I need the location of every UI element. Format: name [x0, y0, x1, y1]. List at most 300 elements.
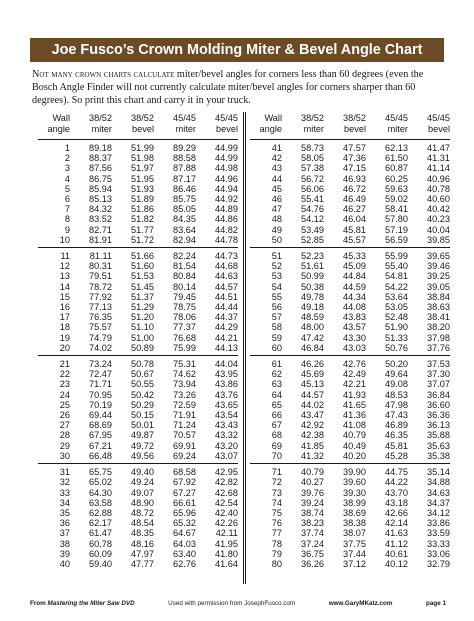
- angle-value-cell: 38.23: [301, 518, 324, 529]
- angle-value-cell: 47.36: [343, 153, 366, 164]
- angle-value-cell: 51.95: [131, 173, 154, 184]
- angle-value-cell: 63.58: [89, 497, 112, 508]
- wall-angle-cell: 16: [59, 302, 70, 313]
- angle-value-cell: 77.13: [89, 302, 112, 313]
- table-row: [250, 248, 450, 262]
- angle-value-cell: 57.38: [301, 163, 324, 174]
- wall-angle-cell: 23: [59, 379, 70, 390]
- angle-value-cell: 43.47: [301, 410, 324, 421]
- angle-value-cell: 40.78: [427, 183, 450, 194]
- angle-value-cell: 57.80: [385, 214, 408, 225]
- table-row: [250, 174, 450, 184]
- angle-value-cell: 42.76: [343, 359, 366, 370]
- angle-value-cell: 48.72: [131, 507, 154, 518]
- angle-value-cell: 38.07: [343, 528, 366, 539]
- angle-value-cell: 34.63: [427, 487, 450, 498]
- angle-value-cell: 41.80: [215, 548, 238, 559]
- table-row: [250, 282, 450, 292]
- table-row: [38, 549, 238, 559]
- angle-value-cell: 44.99: [215, 143, 238, 153]
- angle-value-cell: 48.35: [131, 528, 154, 539]
- angle-value-cell: 64.03: [173, 538, 196, 549]
- angle-value-cell: 39.25: [427, 271, 450, 282]
- wall-angle-cell: 46: [271, 194, 282, 205]
- intro-smallcaps: Not many crown charts calculate: [32, 69, 175, 80]
- table-row: [250, 451, 450, 464]
- angle-value-cell: 39.30: [343, 487, 366, 498]
- angle-value-cell: 47.15: [343, 163, 366, 174]
- angle-value-cell: 52.85: [282, 235, 324, 248]
- table-row: [38, 302, 238, 312]
- header-line: bevel: [344, 123, 366, 134]
- angle-value-cell: 45.81: [385, 440, 408, 451]
- angle-value-cell: 47.42: [301, 332, 324, 343]
- angle-value-cell: 71.24: [173, 420, 196, 431]
- angle-value-cell: 49.18: [301, 302, 324, 313]
- angle-value-cell: 44.57: [301, 389, 324, 400]
- angle-value-cell: 69.91: [173, 440, 196, 451]
- table-row: [250, 225, 450, 235]
- angle-value-cell: 44.94: [215, 183, 238, 194]
- angle-value-cell: 87.17: [173, 173, 196, 184]
- angle-value-cell: 46.04: [343, 214, 366, 225]
- angle-value-cell: 42.68: [215, 487, 238, 498]
- angle-value-cell: 55.99: [385, 251, 408, 262]
- angle-value-cell: 50.89: [112, 343, 154, 356]
- angle-value-cell: 75.57: [89, 322, 112, 333]
- angle-value-cell: 43.86: [215, 379, 238, 390]
- wall-angle-cell: 53: [271, 271, 282, 282]
- angle-value-cell: 45.28: [366, 451, 408, 464]
- angle-value-cell: 47.97: [131, 548, 154, 559]
- angle-value-cell: 64.30: [89, 487, 112, 498]
- angle-value-cell: 50.29: [131, 399, 154, 410]
- angle-value-cell: 41.64: [215, 558, 238, 569]
- wall-angle-cell: 22: [59, 369, 70, 380]
- table-row: [38, 312, 238, 322]
- angle-value-cell: 58.73: [301, 143, 324, 153]
- table-row: [250, 184, 450, 194]
- angle-value-cell: 51.98: [131, 153, 154, 164]
- angle-value-cell: 74.79: [89, 332, 112, 343]
- wall-angle-cell: 26: [59, 410, 70, 421]
- wall-angle-cell: 33: [59, 487, 70, 498]
- angle-value-cell: 49.87: [131, 430, 154, 441]
- wall-angle-cell: 76: [271, 518, 282, 529]
- table-row: [250, 559, 450, 569]
- angle-value-cell: 47.77: [131, 558, 154, 569]
- angle-value-cell: 52.23: [301, 251, 324, 262]
- page-title: Joe Fusco’s Crown Molding Miter & Bevel Angle Chart: [51, 42, 423, 58]
- angle-value-cell: 44.34: [343, 291, 366, 302]
- table-row: [38, 369, 238, 379]
- header-line: miter: [91, 123, 112, 134]
- angle-value-cell: 47.98: [385, 399, 408, 410]
- angle-value-cell: 43.32: [215, 430, 238, 441]
- angle-value-cell: 44.59: [343, 281, 366, 292]
- table-row: [250, 163, 450, 173]
- angle-value-cell: 75.31: [173, 359, 196, 370]
- angle-value-cell: 85.05: [173, 204, 196, 215]
- angle-value-cell: 44.86: [215, 214, 238, 225]
- header-line: 45/45: [173, 113, 196, 123]
- wall-angle-cell: 54: [271, 281, 282, 292]
- angle-value-cell: 40.04: [427, 224, 450, 235]
- wall-angle-cell: 73: [271, 487, 282, 498]
- footer: [30, 600, 446, 607]
- wall-angle-cell: 41: [271, 143, 282, 153]
- angle-value-cell: 37.12: [343, 558, 366, 569]
- angle-value-cell: 44.82: [215, 224, 238, 235]
- table-row: [38, 508, 238, 518]
- angle-value-cell: 41.12: [385, 538, 408, 549]
- angle-value-cell: 72.47: [89, 369, 112, 380]
- angle-value-cell: 42.66: [385, 507, 408, 518]
- angle-value-cell: 33.59: [427, 528, 450, 539]
- table-row: [250, 379, 450, 389]
- angle-value-cell: 67.92: [173, 477, 196, 488]
- wall-angle-cell: 78: [271, 538, 282, 549]
- angle-value-cell: 46.35: [385, 430, 408, 441]
- angle-value-cell: 46.27: [343, 204, 366, 215]
- angle-value-cell: 70.95: [89, 389, 112, 400]
- column-header: [408, 113, 450, 140]
- angle-value-cell: 41.47: [427, 143, 450, 153]
- header-line: 38/52: [343, 113, 366, 123]
- angle-value-cell: 40.96: [427, 173, 450, 184]
- angle-value-cell: 41.32: [282, 451, 324, 464]
- angle-value-cell: 65.32: [173, 518, 196, 529]
- angle-value-cell: 38.84: [427, 291, 450, 302]
- table-row: [38, 518, 238, 528]
- angle-value-cell: 37.44: [343, 548, 366, 559]
- table-row: [38, 477, 238, 487]
- table-row: [250, 420, 450, 430]
- angle-value-cell: 65.96: [173, 507, 196, 518]
- angle-value-cell: 67.21: [89, 440, 112, 451]
- wall-angle-cell: 59: [271, 332, 282, 343]
- angle-value-cell: 76.68: [173, 332, 196, 343]
- header-row: [38, 113, 238, 140]
- angle-value-cell: 41.85: [301, 440, 324, 451]
- angle-value-cell: 43.65: [215, 399, 238, 410]
- wall-angle-cell: 21: [59, 359, 70, 370]
- header-line: 38/52: [301, 113, 324, 123]
- wall-angle-cell: 42: [271, 153, 282, 164]
- angle-value-cell: 33.06: [427, 548, 450, 559]
- angle-value-cell: 76.35: [89, 312, 112, 323]
- angle-value-cell: 78.72: [89, 281, 112, 292]
- wall-angle-cell: 32: [59, 477, 70, 488]
- column-header: [366, 113, 408, 140]
- wall-angle-cell: 57: [271, 312, 282, 323]
- wall-angle-cell: 5: [64, 183, 70, 194]
- angle-value-cell: 40.23: [427, 214, 450, 225]
- table-row: [38, 204, 238, 214]
- angle-value-cell: 41.14: [427, 163, 450, 174]
- angle-value-cell: 51.00: [131, 332, 154, 343]
- header-line: 38/52: [89, 113, 112, 123]
- angle-value-cell: 50.76: [366, 343, 408, 356]
- table-row: [250, 498, 450, 508]
- angle-value-cell: 36.26: [301, 558, 324, 569]
- header-line: miter: [387, 123, 408, 134]
- angle-value-cell: 84.35: [173, 214, 196, 225]
- wall-angle-cell: 25: [59, 399, 70, 410]
- angle-value-cell: 55.41: [301, 194, 324, 205]
- wall-angle-cell: 28: [59, 430, 70, 441]
- wall-angle-cell: 13: [59, 271, 70, 282]
- angle-value-cell: 49.64: [385, 369, 408, 380]
- angle-value-cell: 51.37: [131, 291, 154, 302]
- angle-value-cell: 51.61: [301, 261, 324, 272]
- column-header: [196, 113, 238, 140]
- angle-value-cell: 49.07: [131, 487, 154, 498]
- wall-angle-cell: 58: [271, 322, 282, 333]
- wall-angle-cell: 20: [38, 343, 70, 356]
- angle-value-cell: 79.45: [173, 291, 196, 302]
- angle-value-cell: 81.11: [89, 251, 112, 262]
- angle-value-cell: 51.33: [385, 332, 408, 343]
- angle-value-cell: 39.05: [427, 281, 450, 292]
- angle-value-cell: 85.13: [89, 194, 112, 205]
- angle-value-cell: 42.21: [343, 379, 366, 390]
- footer-source: [30, 600, 135, 607]
- column-header: [154, 113, 196, 140]
- angle-value-cell: 61.50: [385, 153, 408, 164]
- angle-value-cell: 56.06: [301, 183, 324, 194]
- table-body: [250, 140, 450, 570]
- angle-value-cell: 44.51: [215, 291, 238, 302]
- angle-value-cell: 58.41: [385, 204, 408, 215]
- header-line: 38/52: [131, 113, 154, 123]
- footer-permission: Used with permission from JosephFusco.com: [168, 600, 296, 607]
- wall-angle-cell: 24: [59, 389, 70, 400]
- angle-value-cell: 40.61: [385, 548, 408, 559]
- angle-value-cell: 44.04: [215, 359, 238, 370]
- angle-value-cell: 74.62: [173, 369, 196, 380]
- column-header: [250, 113, 282, 140]
- angle-value-cell: 48.53: [385, 389, 408, 400]
- angle-value-cell: 82.94: [154, 235, 196, 248]
- table-row: [38, 174, 238, 184]
- angle-value-cell: 80.31: [89, 261, 112, 272]
- angle-value-cell: 51.53: [131, 271, 154, 282]
- table-row: [250, 508, 450, 518]
- angle-value-cell: 37.30: [427, 369, 450, 380]
- angle-value-cell: 39.24: [301, 497, 324, 508]
- angle-value-cell: 42.82: [215, 477, 238, 488]
- wall-angle-cell: 14: [59, 281, 70, 292]
- angle-value-cell: 35.88: [427, 430, 450, 441]
- table-row: [38, 261, 238, 271]
- angle-value-cell: 36.60: [427, 399, 450, 410]
- angle-value-cell: 50.15: [131, 410, 154, 421]
- angle-value-cell: 46.26: [301, 359, 324, 370]
- angle-value-cell: 82.24: [173, 251, 196, 262]
- angle-value-cell: 68.58: [173, 467, 196, 478]
- wall-angle-cell: 49: [271, 224, 282, 235]
- angle-value-cell: 87.56: [89, 163, 112, 174]
- wall-angle-cell: 36: [59, 518, 70, 529]
- column-header: [112, 113, 154, 140]
- wall-angle-cell: 29: [59, 440, 70, 451]
- angle-value-cell: 80.84: [173, 271, 196, 282]
- angle-value-cell: 74.02: [70, 343, 112, 356]
- angle-value-cell: 77.92: [89, 291, 112, 302]
- angle-value-cell: 69.24: [154, 451, 196, 464]
- angle-value-cell: 46.49: [343, 194, 366, 205]
- table-row: [38, 356, 238, 370]
- angle-value-cell: 62.88: [89, 507, 112, 518]
- angle-value-cell: 46.84: [282, 343, 324, 356]
- wall-angle-cell: 70: [250, 451, 282, 464]
- table-row: [250, 518, 450, 528]
- angle-value-cell: 36.13: [427, 420, 450, 431]
- wall-angle-cell: 65: [271, 399, 282, 410]
- angle-value-cell: 41.93: [343, 389, 366, 400]
- angle-value-cell: 51.20: [131, 312, 154, 323]
- angle-value-cell: 88.58: [173, 153, 196, 164]
- angle-value-cell: 44.84: [343, 271, 366, 282]
- angle-value-cell: 56.59: [366, 235, 408, 248]
- angle-value-cell: 37.74: [301, 528, 324, 539]
- table-row: [250, 302, 450, 312]
- wall-angle-cell: 27: [59, 420, 70, 431]
- wall-angle-cell: 34: [59, 497, 70, 508]
- angle-value-cell: 71.71: [89, 379, 112, 390]
- wall-angle-cell: 39: [59, 548, 70, 559]
- angle-value-cell: 33.33: [427, 538, 450, 549]
- angle-value-cell: 82.71: [89, 224, 112, 235]
- angle-value-cell: 64.67: [173, 528, 196, 539]
- angle-value-cell: 49.24: [131, 477, 154, 488]
- angle-value-cell: 38.41: [427, 312, 450, 323]
- angle-value-cell: 40.27: [301, 477, 324, 488]
- angle-value-cell: 37.07: [427, 379, 450, 390]
- header-line: miter: [175, 123, 196, 134]
- angle-value-cell: 38.63: [427, 302, 450, 313]
- angle-value-cell: 43.57: [343, 322, 366, 333]
- wall-angle-cell: 38: [59, 538, 70, 549]
- angle-value-cell: 37.75: [343, 538, 366, 549]
- angle-value-cell: 48.54: [131, 518, 154, 529]
- angle-value-cell: 59.02: [385, 194, 408, 205]
- angle-value-cell: 51.66: [131, 251, 154, 262]
- angle-value-cell: 43.76: [215, 389, 238, 400]
- angle-value-cell: 44.98: [215, 163, 238, 174]
- wall-angle-cell: 55: [271, 291, 282, 302]
- column-divider: [243, 112, 246, 584]
- angle-value-cell: 44.29: [215, 322, 238, 333]
- angle-value-cell: 53.64: [385, 291, 408, 302]
- angle-value-cell: 61.47: [89, 528, 112, 539]
- table-row: [38, 451, 238, 464]
- wall-angle-cell: 44: [271, 173, 282, 184]
- table-row: [38, 528, 238, 538]
- angle-value-cell: 42.40: [215, 507, 238, 518]
- angle-value-cell: 67.95: [89, 430, 112, 441]
- angle-value-cell: 40.49: [343, 440, 366, 451]
- angle-value-cell: 44.21: [215, 332, 238, 343]
- column-header: [324, 113, 366, 140]
- angle-value-cell: 81.54: [173, 261, 196, 272]
- table-row: [250, 214, 450, 224]
- angle-value-cell: 45.81: [343, 224, 366, 235]
- angle-value-cell: 41.36: [343, 410, 366, 421]
- angle-value-cell: 43.20: [215, 440, 238, 451]
- intro-paragraph: [32, 68, 446, 107]
- angle-value-cell: 37.76: [408, 343, 450, 356]
- angle-value-cell: 80.14: [173, 281, 196, 292]
- angle-value-cell: 44.78: [196, 235, 238, 248]
- table-row: [38, 333, 238, 343]
- table-row: [250, 539, 450, 549]
- angle-value-cell: 89.18: [89, 143, 112, 153]
- angle-value-cell: 43.07: [196, 451, 238, 464]
- angle-value-cell: 45.33: [343, 251, 366, 262]
- angle-value-cell: 51.29: [131, 302, 154, 313]
- wall-angle-cell: 37: [59, 528, 70, 539]
- angle-value-cell: 70.19: [89, 399, 112, 410]
- angle-value-cell: 70.57: [173, 430, 196, 441]
- table-row: [38, 390, 238, 400]
- angle-value-cell: 86.46: [173, 183, 196, 194]
- angle-value-cell: 81.91: [70, 235, 112, 248]
- header-line: miter: [303, 123, 324, 134]
- wall-angle-cell: 72: [271, 477, 282, 488]
- angle-value-cell: 41.65: [343, 399, 366, 410]
- angle-value-cell: 45.09: [343, 261, 366, 272]
- wall-angle-cell: 18: [59, 322, 70, 333]
- table-row: [38, 282, 238, 292]
- angle-value-cell: 50.67: [131, 369, 154, 380]
- table-row: [38, 498, 238, 508]
- table-row: [250, 194, 450, 204]
- angle-value-cell: 46.93: [343, 173, 366, 184]
- table-row: [250, 369, 450, 379]
- angle-value-cell: 53.05: [385, 302, 408, 313]
- table-row: [250, 390, 450, 400]
- angle-value-cell: 50.20: [385, 359, 408, 370]
- angle-value-cell: 83.52: [89, 214, 112, 225]
- angle-value-cell: 62.13: [385, 143, 408, 153]
- column-header: [38, 113, 70, 140]
- angle-value-cell: 49.72: [131, 440, 154, 451]
- angle-value-cell: 89.29: [173, 143, 196, 153]
- angle-table-right: [250, 113, 450, 569]
- angle-value-cell: 44.44: [215, 302, 238, 313]
- angle-value-cell: 41.63: [385, 528, 408, 539]
- angle-value-cell: 41.95: [215, 538, 238, 549]
- angle-value-cell: 42.26: [215, 518, 238, 529]
- angle-value-cell: 62.76: [173, 558, 196, 569]
- wall-angle-cell: 80: [271, 558, 282, 569]
- intro-text: miter/bevel angles for corners less than 60 degrees (even the Bosch Angle Finder will not currently calculate miter/bevel angles for corners sharper than 60 degrees). So print this chart and carry it in your truck.: [32, 69, 424, 106]
- angle-value-cell: 44.75: [385, 467, 408, 478]
- angle-value-cell: 42.38: [301, 430, 324, 441]
- angle-value-cell: 60.09: [89, 548, 112, 559]
- angle-value-cell: 38.38: [343, 518, 366, 529]
- wall-angle-cell: 51: [271, 251, 282, 262]
- angle-value-cell: 78.06: [173, 312, 196, 323]
- angle-value-cell: 65.02: [89, 477, 112, 488]
- angle-value-cell: 39.76: [301, 487, 324, 498]
- angle-value-cell: 34.37: [427, 497, 450, 508]
- angle-value-cell: 78.75: [173, 302, 196, 313]
- table-row: [250, 343, 450, 356]
- wall-angle-cell: 3: [64, 163, 70, 174]
